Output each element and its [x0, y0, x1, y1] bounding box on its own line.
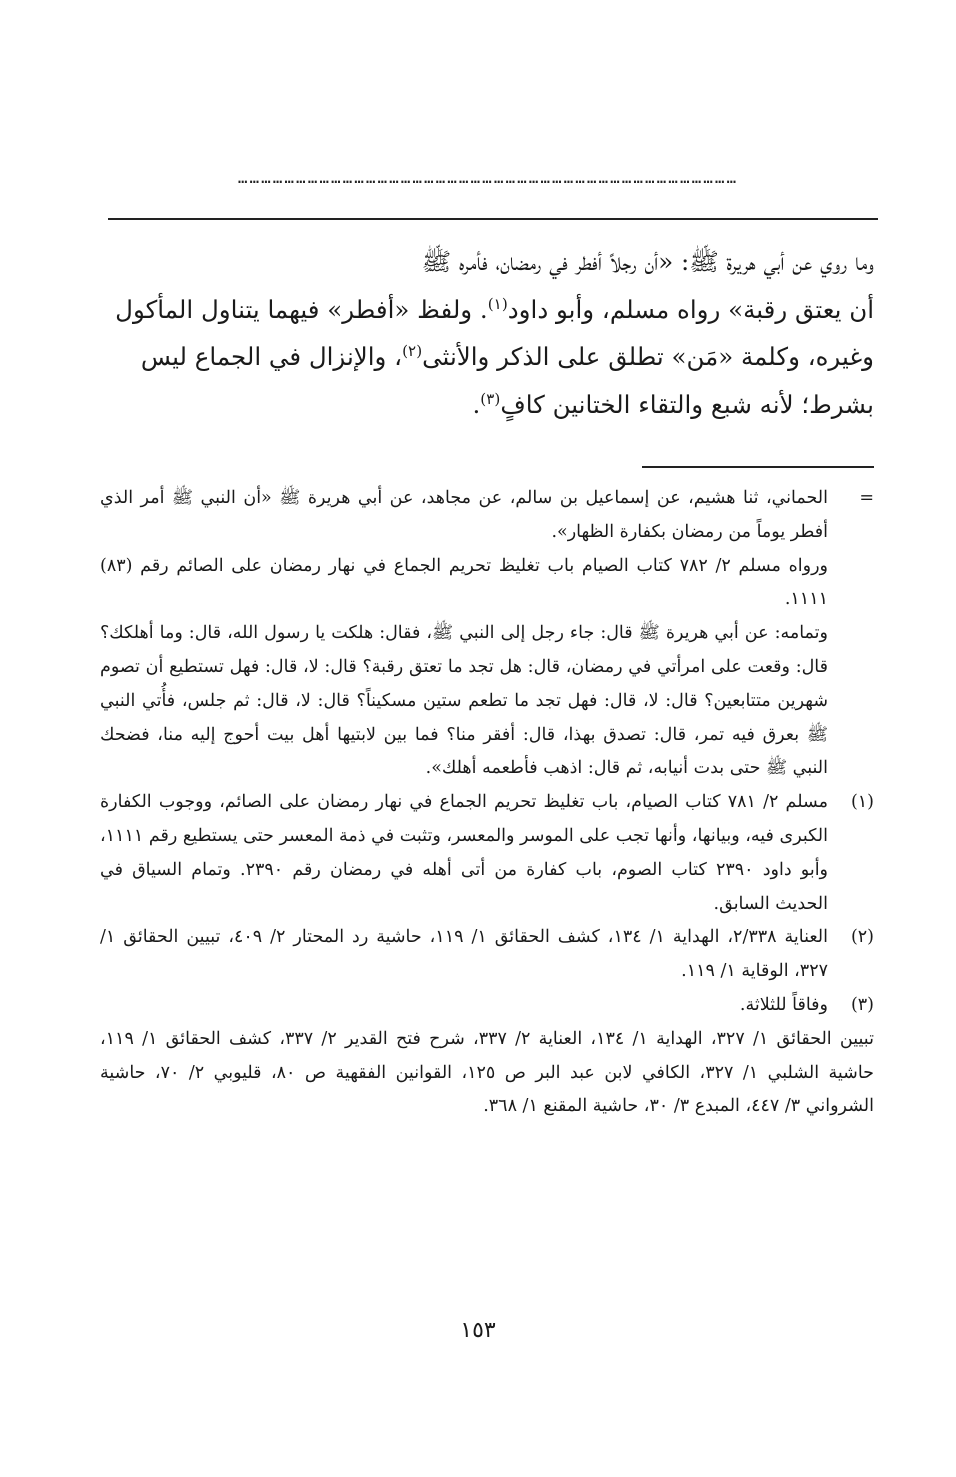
- footnote-3: [100, 989, 874, 1023]
- main-line-4: [108, 381, 874, 429]
- footnote-2: [100, 921, 874, 989]
- footnotes: [100, 482, 874, 1124]
- page-number: ١٥٣: [460, 1318, 496, 1343]
- footnote-continuation: [100, 482, 874, 786]
- footnote-separator: [642, 466, 874, 468]
- dotted-separator: …………………………………………………………………………………………………………………: [237, 168, 739, 187]
- footnote-3-number: (٣): [850, 994, 874, 1015]
- footnote-ref-1[interactable]: (١): [487, 294, 508, 313]
- footnote-1-number: (١): [850, 792, 874, 813]
- continuation-paragraph-2: ورواه مسلم ٢/ ٧٨٢ كتاب الصيام باب تغليظ تحريم الجماع في نهار رمضان على الصائم رقم (٨٣) ١١١١.: [100, 555, 829, 610]
- footnote-1: [100, 786, 874, 921]
- main-line-2b: . ولفظ «أفطر» فيهما يتناول المأكول: [115, 294, 488, 324]
- main-line-4a: بشرط؛ لأنه شبع والتقاء الختانين كافٍ: [500, 389, 874, 419]
- main-line-2a: أن يعتق رقبة» رواه مسلم، وأبو داود: [507, 294, 874, 324]
- footnote-ref-3[interactable]: (٣): [480, 389, 501, 408]
- main-line-1: وما روي عن أبي هريرة ﷺ: «أن رجلاً أفطر في رمضان، فأمره ﷺ: [421, 247, 874, 276]
- continuation-paragraph-3: وتمامه: عن أبي هريرة ﷺ قال: جاء رجل إلى النبي ﷺ، فقال: هلكت يا رسول الله، قال: وما أهلكك؟ قال: وقعت على امرأتي في رمضان، قال: هل تجد ما تعتق رقبة؟ قال: لا، قال: فهل تستطيع أن تصوم شهرين متتابعين؟ قال: لا، قال: فهل تجد ما تطعم ستين مسكيناً؟ قال: لا، قال: ثم جلس، فأُتي النبي ﷺ بعرق فيه تمر، قال: تصدق بهذا، قال: أفقر منا؟ فما بين لابتيها أهل بيت أحوج إليه منا، فضحك النبي ﷺ حتى بدت أنيابه، ثم قال: اذهب فأطعمه أهلك».: [100, 623, 828, 779]
- footnote-ref-2[interactable]: (٢): [402, 341, 423, 360]
- footnote-3-references: تبيين الحقائق ١/ ٣٢٧، الهداية ١/ ١٣٤، العناية ٢/ ٣٣٧، شرح فتح القدير ٢/ ٣٣٧، كشف الحقائق ١/ ١١٩، حاشية الشلبي ١/ ٣٢٧، الكافي لابن عبد البر ص ١٢٥، القوانين الفقهية ص ٨٠، قليوبي ٢/ ٧٠، حاشية الشرواني ٣/ ٤٤٧، المبدع ٣/ ٣٠، حاشية المقنع ١/ ٣٦٨.: [100, 1028, 874, 1117]
- continuation-paragraph-1: الحماني، ثنا هشيم، عن إسماعيل بن سالم، عن مجاهد، عن أبي هريرة ﷺ «أن النبي ﷺ أمر الذي أفطر يوماً من رمضان بكفارة الظهار».: [100, 488, 828, 542]
- main-line-3: [108, 333, 874, 381]
- footnote-1-text: مسلم ٢/ ٧٨١ كتاب الصيام، باب تغليظ تحريم الجماع في نهار رمضان على الصائم، ووجوب الكفارة الكبرى فيه، وبيانها، وأنها تجب على الموسر والمعسر، وتثبت في ذمة المعسر حتى يستطيع رقم ١١١١، وأبو داود ٢٣٩٠ كتاب الصوم، باب كفارة من أتى أهله في رمضان رقم ٢٣٩٠. وتمام السياق في الحديث السابق.: [100, 792, 829, 914]
- footnote-3-text: وفاقاً للثلاثة.: [739, 994, 828, 1015]
- main-text: [108, 238, 874, 428]
- continuation-marker: =: [859, 488, 874, 508]
- top-rule: [108, 218, 878, 220]
- main-line-3b: ، والإنزال في الجماع ليس: [140, 342, 403, 371]
- main-line-2: [108, 286, 874, 334]
- main-line-4b: .: [472, 389, 481, 419]
- footnote-2-text: العناية ٢/٣٣٨، الهداية ١/ ١٣٤، كشف الحقائق ١/ ١١٩، حاشية رد المحتار ٢/ ٤٠٩، تبيين الحقائق ١/ ٣٢٧، الوقاية ١/ ١١٩.: [100, 927, 828, 982]
- main-line-3a: وغيره، وكلمة «مَن» تطلق على الذكر والأنثى: [422, 342, 874, 371]
- footnote-2-number: (٢): [850, 927, 874, 948]
